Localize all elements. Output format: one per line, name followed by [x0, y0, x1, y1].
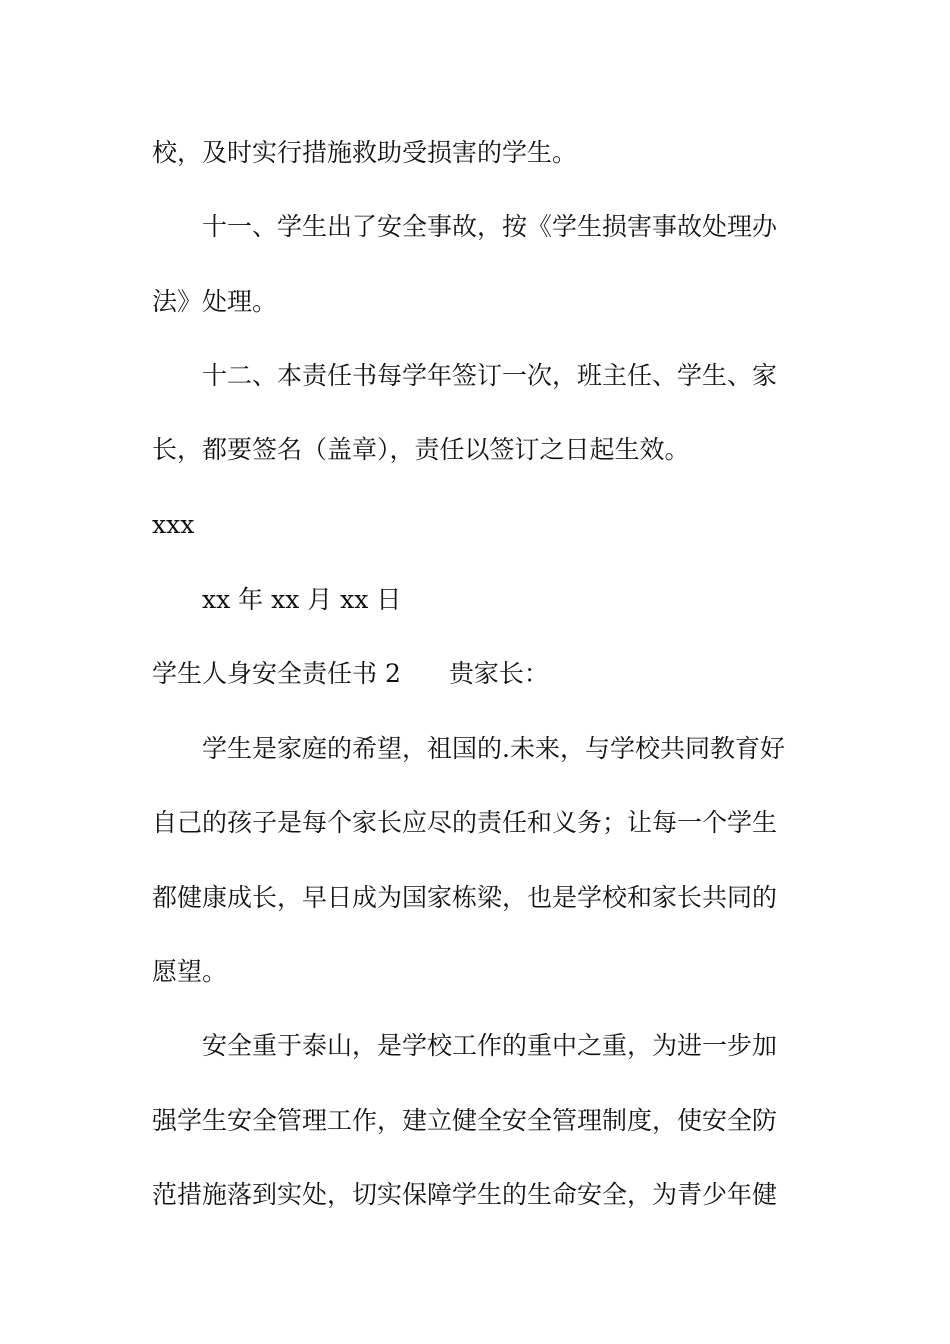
signature-name: xxx — [152, 510, 195, 539]
text-line: 范措施落到实处，切实保障学生的生命安全，为青少年健 — [152, 1180, 778, 1209]
text-line: 校，及时实行措施救助受损害的学生。 — [152, 138, 578, 167]
text-line: 愿望。 — [152, 957, 228, 986]
section-title: 学生人身安全责任书 2 — [152, 659, 401, 688]
text-line: 安全重于泰山，是学校工作的重中之重，为进一步加 — [202, 1031, 778, 1060]
text-line: 长，都要签名（盖章），责任以签订之日起生效。 — [152, 435, 690, 464]
text-line: 法》处理。 — [152, 287, 278, 316]
salutation: 贵家长： — [448, 659, 549, 688]
signature-date: xx 年 xx 月 xx 日 — [202, 585, 402, 614]
text-line: 都健康成长，早日成为国家栋梁，也是学校和家长共同的 — [152, 883, 778, 912]
text-line: 十一、学生出了安全事故，按《学生损害事故处理办 — [202, 212, 778, 241]
text-line: 自己的孩子是每个家长应尽的责任和义务；让每一个学生 — [152, 808, 778, 837]
section-heading-line — [152, 659, 812, 689]
text-line: 强学生安全管理工作，建立健全安全管理制度，使安全防 — [152, 1106, 778, 1135]
text-line: 学生是家庭的希望，祖国的.未来，与学校共同教育好 — [202, 734, 785, 763]
text-line: 十二、本责任书每学年签订一次，班主任、学生、家 — [202, 361, 778, 390]
